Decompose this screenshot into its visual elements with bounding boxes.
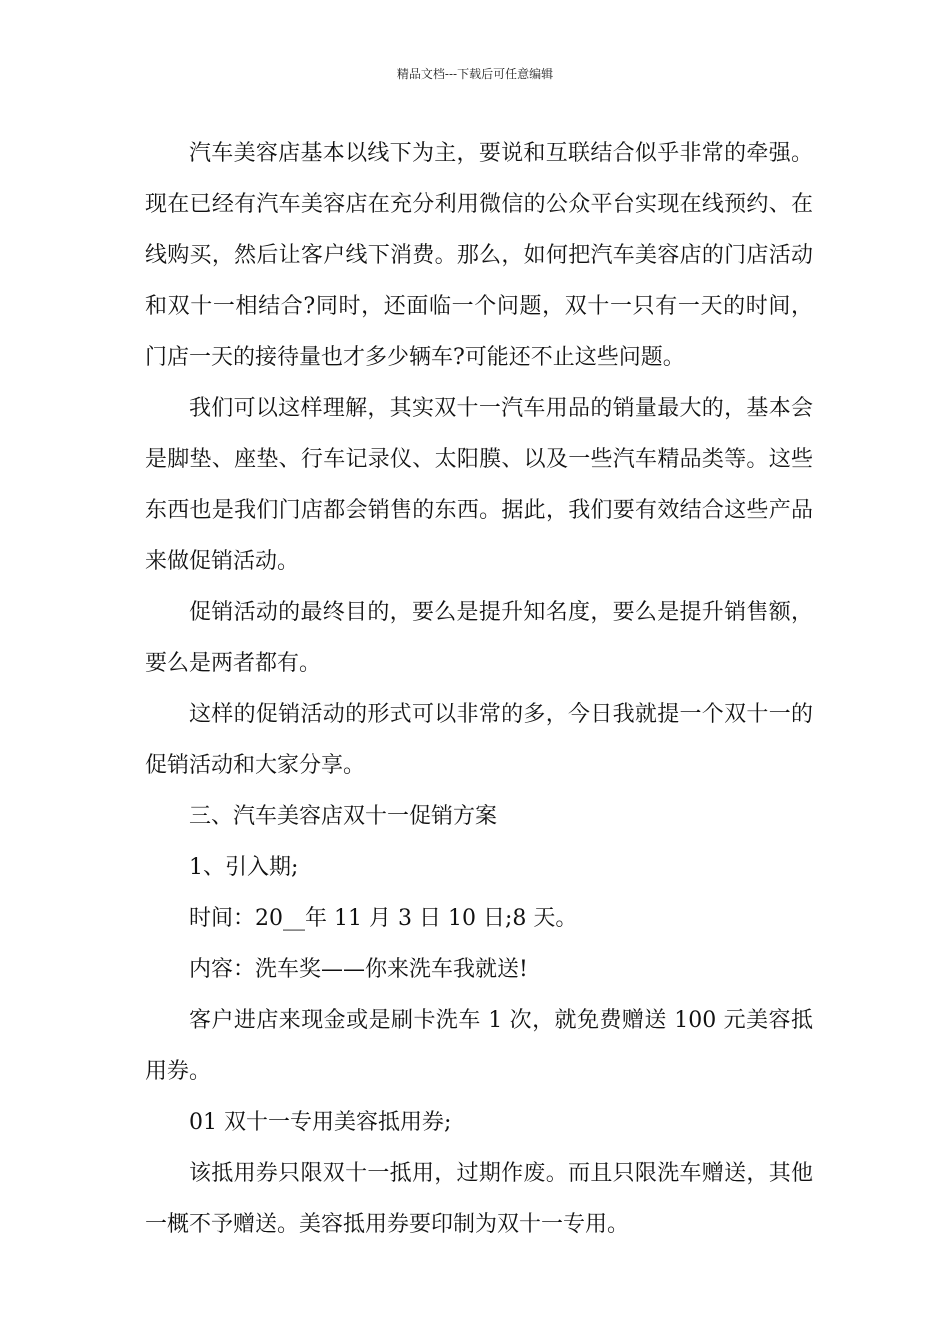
time-line: 时间：20__年 11 月 3 日 10 日;8 天。 <box>189 906 578 931</box>
paragraph-coupon-rules: 该抵用券只限双十一抵用，过期作废。而且只限洗车赠送，其他一概不予赠送。美容抵用券要印制为双十一专用。 <box>145 1161 813 1237</box>
document-body <box>145 128 813 1250</box>
page-header: 精品文档---下载后可任意编辑 <box>396 67 554 81</box>
paragraph-products: 我们可以这样理解，其实双十一汽车用品的销量最大的，基本会是脚垫、座垫、行车记录仪、太阳膜、以及一些汽车精品类等。这些东西也是我们门店都会销售的东西。据此，我们要有效结合这些产品来做促销活动。 <box>145 396 813 574</box>
paragraph-share: 这样的促销活动的形式可以非常的多，今日我就提一个双十一的促销活动和大家分享。 <box>145 702 813 778</box>
paragraph-goal: 促销活动的最终目的，要么是提升知名度，要么是提升销售额，要么是两者都有。 <box>145 600 813 676</box>
content-line: 内容：洗车奖——你来洗车我就送! <box>189 957 528 982</box>
paragraph-intro: 汽车美容店基本以线下为主，要说和互联结合似乎非常的牵强。现在已经有汽车美容店在充分利用微信的公众平台实现在线预约、在线购买，然后让客户线下消费。那么，如何把汽车美容店的门店活动和双十一相结合?同时，还面临一个问题，双十一只有一天的时间，门店一天的接待量也才多少辆车?可能还不止这些问题。 <box>145 141 813 370</box>
list-item-coupon: 01 双十一专用美容抵用券; <box>189 1110 452 1135</box>
paragraph-wash-offer: 客户进店来现金或是刷卡洗车 1 次，就免费赠送 100 元美容抵用券。 <box>145 1008 813 1084</box>
section-heading: 三、汽车美容店双十一促销方案 <box>189 804 498 829</box>
list-item-phase: 1、引入期; <box>189 855 299 880</box>
